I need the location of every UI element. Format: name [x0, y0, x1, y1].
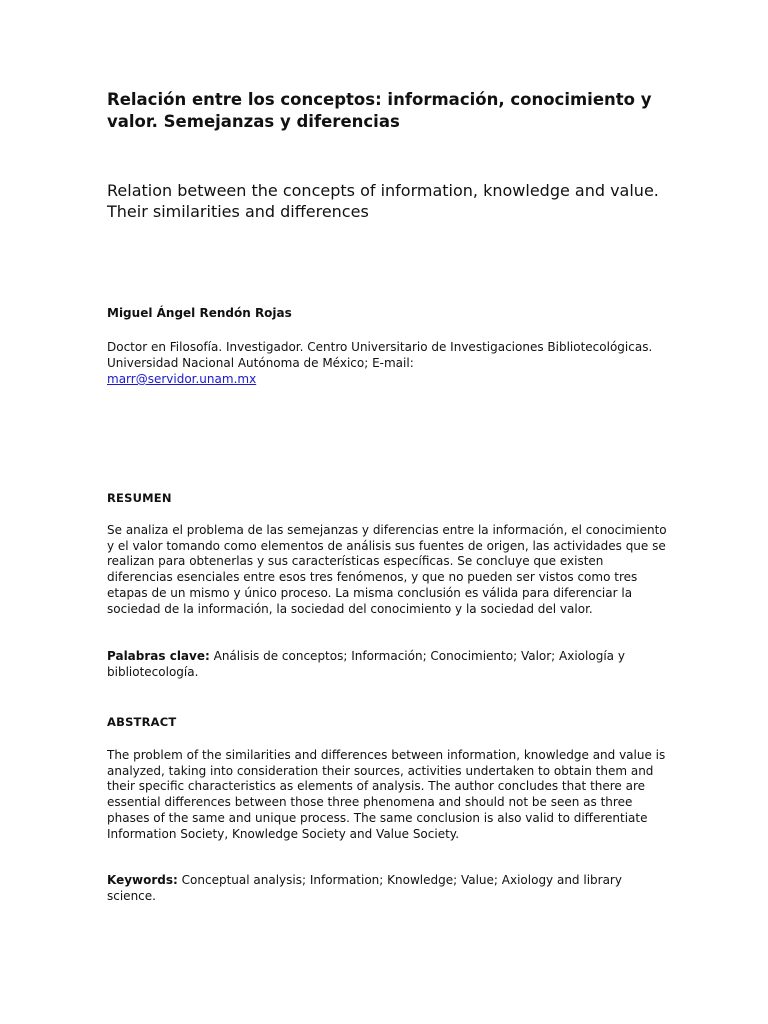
resumen-keywords-text: Análisis de conceptos; Información; Conocimiento; Valor; Axiología y bibliotecología.: [107, 649, 625, 679]
abstract-keywords-text: Conceptual analysis; Information; Knowledge; Value; Axiology and library science.: [107, 873, 622, 903]
abstract-body: The problem of the similarities and differences between information, knowledge and value is analyzed, taking into consideration their sources, activities undertaken to obtain them and their specific characteristics as elements of analysis. The author concludes that there are essential differences between those three phenomena and should not be seen as three phases of the same and unique process. The same conclusion is also valid to differentiate Information Society, Knowledge Society and Value Society.: [107, 748, 666, 841]
author-email-link[interactable]: marr@servidor.unam.mx: [107, 372, 257, 386]
resumen-body: Se analiza el problema de las semejanzas y diferencias entre la información, el conocimiento y el valor tomando como elementos de análisis sus fuentes de origen, las actividades que se realizan para obtenerlas y sus características específicas. Se concluye que existen diferencias esenciales entre esos tres fenómenos, y que no pueden ser vistos como tres etapas de un mismo y único proceso. La misma conclusión es válida para diferenciar la sociedad de la información, la sociedad del conocimiento y la sociedad del valor.: [107, 523, 667, 616]
abstract-heading: ABSTRACT: [107, 715, 177, 729]
resumen-keywords: [107, 649, 667, 680]
title-spanish: Relación entre los conceptos: información, conocimiento y valor. Semejanzas y diferencias: [107, 90, 652, 131]
author-affiliation: [107, 339, 667, 387]
resumen-keywords-label: Palabras clave:: [107, 649, 210, 663]
title-english: Relation between the concepts of information, knowledge and value. Their similarities and differences: [107, 181, 659, 221]
resumen-heading: RESUMEN: [107, 491, 172, 505]
abstract-keywords-label: Keywords:: [107, 873, 178, 887]
abstract-keywords: [107, 873, 667, 904]
affiliation-text: Doctor en Filosofía. Investigador. Centro Universitario de Investigaciones Bibliotecológicas. Universidad Nacional Autónoma de México; E-mail:: [107, 340, 653, 370]
author-name: Miguel Ángel Rendón Rojas: [107, 306, 292, 320]
